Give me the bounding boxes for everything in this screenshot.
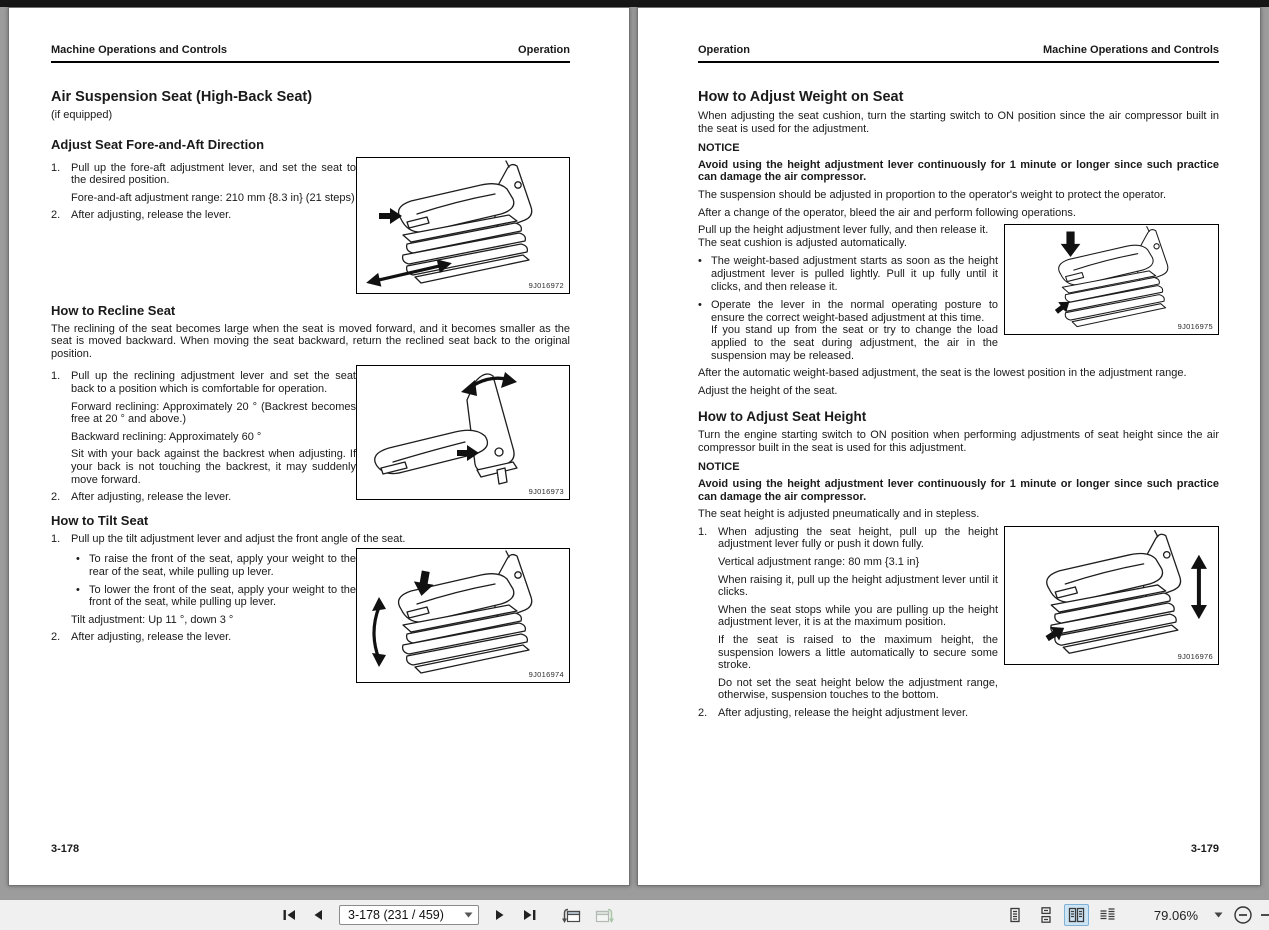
page-dropdown-caret-icon <box>464 912 473 918</box>
bullet-text: To raise the front of the seat, apply your weight to the rear of the seat, while pulling up lever. <box>89 553 356 578</box>
first-page-icon <box>282 908 297 922</box>
section-fore-aft <box>51 157 570 294</box>
notice-text: Avoid using the height adjustment lever continuously for 1 minute or longer since such practice can damage the air compressor. <box>698 478 1219 503</box>
next-page-icon <box>494 908 506 922</box>
view-history-group <box>559 903 617 927</box>
bullet-marker: • <box>698 299 702 312</box>
header-right-text: Machine Operations and Controls <box>1042 44 1219 56</box>
bullet-marker: • <box>76 553 80 566</box>
bullet-text: If you stand up from the seat or try to change the load applied to the seat during adjustment, the air in the suspension may be released. <box>711 324 998 362</box>
item-note: Sit with your back against the backrest when adjusting. If your back is not touching the backrest, it may suddenly move forward. <box>71 448 356 486</box>
text-column <box>51 157 356 222</box>
list-item <box>51 533 570 546</box>
item-note: When raising it, pull up the height adjustment lever until it clicks. <box>718 573 998 599</box>
item-note: Fore-and-aft adjustment range: 210 mm {8.3 in} (21 steps) <box>71 191 355 204</box>
seat-fore-aft-illustration <box>357 158 569 293</box>
figure-label: 9J016972 <box>528 280 564 290</box>
item-note: Tilt adjustment: Up 11 °, down 3 ° <box>71 613 234 626</box>
previous-page-button[interactable] <box>305 903 331 927</box>
zoom-out-button[interactable] <box>1233 905 1253 925</box>
seat-tilt-illustration <box>357 549 569 682</box>
seat-height-illustration <box>1005 527 1218 664</box>
figure-label: 9J016973 <box>528 487 564 497</box>
zoom-dropdown-caret[interactable] <box>1214 912 1223 918</box>
list-item <box>51 162 356 205</box>
figure-recline <box>356 365 570 500</box>
section-heading-weight: How to Adjust Weight on Seat <box>698 89 904 105</box>
item-number: 1. <box>51 370 61 383</box>
paragraph: After a change of the operator, bleed the air and perform following operations. <box>698 206 1076 219</box>
item-note: Vertical adjustment range: 80 mm {3.1 in} <box>718 556 920 569</box>
bullet-item <box>698 299 998 362</box>
notice-label: NOTICE <box>698 461 740 474</box>
paragraph: When adjusting the seat cushion, turn the starting switch to ON position since the air compressor built in the seat is used for the adjustment. <box>698 110 1219 135</box>
figure-label: 9J016976 <box>1177 651 1213 661</box>
bullet-item <box>51 553 356 578</box>
section-tilt <box>51 548 570 683</box>
item-number: 1. <box>51 532 61 545</box>
manual-page-left <box>8 7 630 886</box>
page-header <box>698 44 1219 56</box>
figure-tilt <box>356 548 570 683</box>
previous-view-icon <box>562 907 582 924</box>
bullet-marker: • <box>76 583 80 596</box>
header-left-text: Machine Operations and Controls <box>51 44 228 56</box>
page-navigation-group <box>276 900 617 930</box>
zoom-slider[interactable] <box>1261 914 1269 916</box>
paragraph: The seat height is adjusted pneumatically and in stepless. <box>698 508 980 521</box>
figure-label: 9J016975 <box>1177 322 1213 332</box>
list-item <box>698 526 998 702</box>
item-number: 1. <box>698 525 708 538</box>
bullet-text: Operate the lever in the normal operating posture to ensure the correct weight-based adjustment at this time. <box>711 299 998 324</box>
zoom-level-display[interactable]: 79.06% <box>1153 907 1198 923</box>
next-view-button[interactable] <box>591 903 617 927</box>
section-intro: The reclining of the seat becomes large when the seat is moved forward, and it becomes smaller as the seat is moved backward. When moving the seat backward, return the reclined seat back to the original position. <box>51 322 570 360</box>
header-right-text: Operation <box>518 44 570 56</box>
list-item <box>51 631 356 644</box>
next-view-icon <box>594 907 614 924</box>
section-heading-height: How to Adjust Seat Height <box>698 409 867 425</box>
page-header <box>51 44 570 56</box>
continuous-facing-layout-button[interactable] <box>1095 904 1120 926</box>
item-note: Do not set the seat height below the adjustment range, otherwise, suspension touches to the bottom. <box>718 676 998 702</box>
paragraph: Pull up the height adjustment lever fully, and then release it. <box>698 224 989 237</box>
section-weight <box>698 224 1219 362</box>
section-height <box>698 526 1219 720</box>
notice-label: NOTICE <box>698 142 740 155</box>
item-text: After adjusting, release the height adjustment lever. <box>718 706 969 719</box>
item-number: 2. <box>51 491 61 504</box>
figure-label: 9J016974 <box>528 670 564 680</box>
window-top-edge <box>0 0 1269 7</box>
page-subtitle: (if equipped) <box>51 109 113 121</box>
item-number: 2. <box>698 706 708 719</box>
bullet-item <box>698 255 998 293</box>
last-page-button[interactable] <box>516 903 542 927</box>
seat-weight-illustration <box>1005 225 1218 334</box>
single-page-layout-button[interactable] <box>1002 904 1027 926</box>
item-text: After adjusting, release the lever. <box>71 209 232 222</box>
header-rule <box>51 61 570 63</box>
item-number: 1. <box>51 161 61 174</box>
page-number-box[interactable] <box>339 905 479 925</box>
item-note: Backward reclining: Approximately 60 ° <box>71 430 262 443</box>
section-heading-recline: How to Recline Seat <box>51 302 176 318</box>
paragraph: The seat cushion is adjusted automatically. <box>698 236 907 249</box>
first-page-button[interactable] <box>276 903 302 927</box>
zoom-out-icon <box>1233 905 1253 925</box>
last-page-icon <box>522 908 537 922</box>
item-note: If the seat is raised to the maximum height, the suspension lowers a little automatically to secure some stroke. <box>718 634 998 672</box>
section-recline <box>51 365 570 503</box>
bullet-text: To lower the front of the seat, apply your weight to the front of the seat, while pulling up lever. <box>89 583 356 609</box>
viewer-toolbar <box>0 899 1269 930</box>
paragraph: Adjust the height of the seat. <box>698 384 838 397</box>
header-left-text: Operation <box>698 44 750 56</box>
item-number: 2. <box>51 631 61 644</box>
previous-view-button[interactable] <box>559 903 585 927</box>
page-number: 3-179 <box>1190 843 1219 855</box>
next-page-button[interactable] <box>487 903 513 927</box>
figure-weight <box>1004 224 1219 335</box>
notice-text: Avoid using the height adjustment lever continuously for 1 minute or longer since such practice can damage the air compressor. <box>698 158 1219 184</box>
paragraph: Turn the engine starting switch to ON position when performing adjustments of seat height since the air compressor built in the seat is used for this adjustment. <box>698 429 1219 454</box>
list-item <box>51 491 356 504</box>
paragraph: The suspension should be adjusted in proportion to the operator's weight to protect the operator. <box>698 188 1167 201</box>
item-text: After adjusting, release the lever. <box>71 491 232 504</box>
list-item <box>51 370 356 486</box>
item-note: Forward reclining: Approximately 20 ° (Backrest becomes free at 20 ° and above.) <box>71 400 356 426</box>
figure-fore-aft <box>356 157 570 294</box>
text-column <box>51 365 356 503</box>
bullet-item <box>51 584 356 609</box>
page-number: 3-178 <box>51 843 80 855</box>
item-text: When adjusting the seat height, pull up the height adjustment lever fully or push it down fully. <box>718 525 998 551</box>
item-text: Pull up the fore-aft adjustment lever, and set the seat to the desired position. <box>71 161 356 187</box>
continuous-facing-layout-icon <box>1099 907 1116 923</box>
section-heading-tilt: How to Tilt Seat <box>51 512 149 528</box>
bullet-marker: • <box>698 255 702 268</box>
list-item <box>51 209 356 222</box>
seat-recline-illustration <box>357 366 569 499</box>
continuous-layout-button[interactable] <box>1033 904 1058 926</box>
text-column <box>698 526 998 720</box>
item-text: Pull up the reclining adjustment lever and set the seat back to a position which is comfortable for operation. <box>71 370 356 395</box>
item-text: After adjusting, release the lever. <box>71 631 232 644</box>
facing-pages-layout-icon <box>1068 907 1085 923</box>
bullet-text: The weight-based adjustment starts as soon as the height adjustment lever is pulled lightly. Pull it up fully until it clicks, and then release it. <box>711 255 998 293</box>
text-column <box>51 548 356 644</box>
manual-page-right <box>637 7 1261 886</box>
item-number: 2. <box>51 209 61 222</box>
figure-height <box>1004 526 1219 665</box>
text-column <box>698 224 998 362</box>
header-rule <box>698 61 1219 63</box>
page-title: Air Suspension Seat (High-Back Seat) <box>51 89 313 105</box>
page-layout-group <box>1002 900 1269 930</box>
facing-pages-layout-button[interactable] <box>1064 904 1089 926</box>
section-heading-fore-aft: Adjust Seat Fore-and-Aft Direction <box>51 136 265 152</box>
item-note: When the seat stops while you are pulling up the height adjustment lever, it is at the maximum position. <box>718 603 998 629</box>
page-number-value: 3-178 (231 / 459) <box>348 908 444 922</box>
single-page-layout-icon <box>1007 907 1023 923</box>
zoom-dropdown-caret-icon <box>1214 912 1223 918</box>
continuous-layout-icon <box>1038 907 1054 923</box>
previous-page-icon <box>312 908 324 922</box>
list-item <box>698 707 998 720</box>
paragraph: After the automatic weight-based adjustment, the seat is the lowest position in the adjustment range. <box>698 367 1187 380</box>
item-text: Pull up the tilt adjustment lever and adjust the front angle of the seat. <box>71 532 406 545</box>
